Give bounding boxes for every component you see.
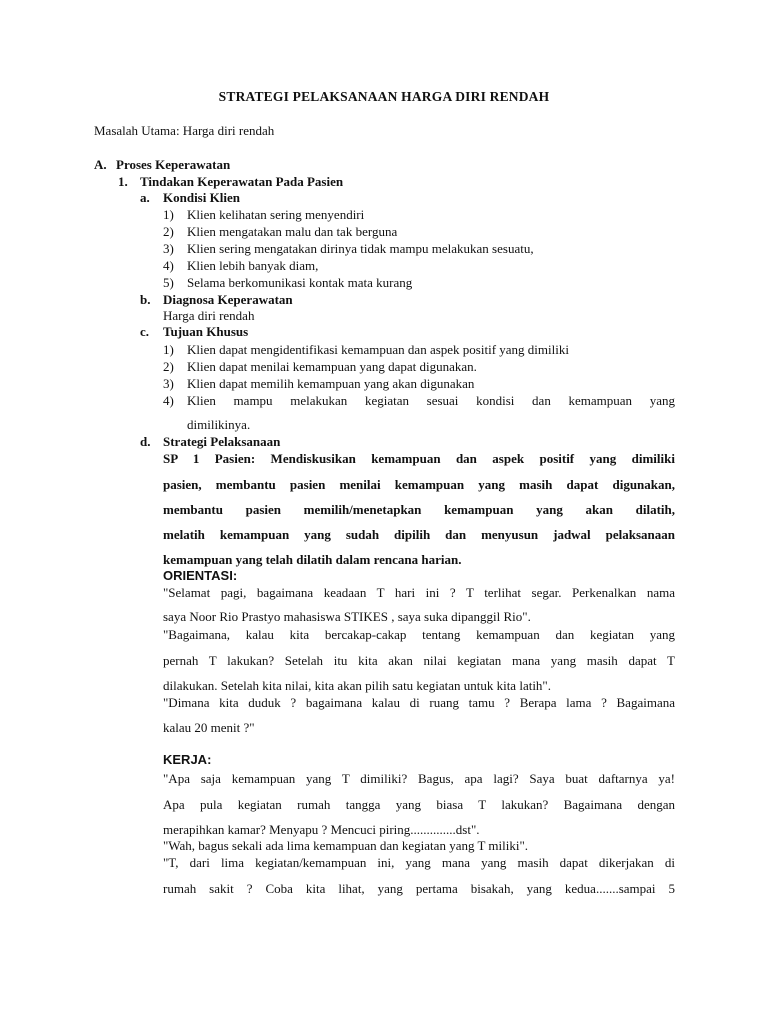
section-1-marker: 1. bbox=[118, 174, 128, 189]
document-title: STRATEGI PELAKSANAAN HARGA DIRI RENDAH bbox=[218, 89, 550, 104]
sp-text-line: membantu pasien memilih/menetapkan kemampuan yang akan dilatih, bbox=[163, 502, 675, 517]
orientasi-line: "Selamat pagi, bagaimana keadaan T hari ini ? T terlihat segar. Perkenalkan nama bbox=[163, 585, 675, 600]
sp-text-line: SP 1 Pasien: Mendiskusikan kemampuan dan aspek positif yang dimiliki bbox=[163, 451, 675, 466]
list-item: Klien mampu melakukan kegiatan sesuai kondisi dan kemampuan yang bbox=[187, 393, 675, 408]
orientasi-line: "Bagaimana, kalau kita bercakap-cakap tentang kemampuan dan kegiatan yang bbox=[163, 627, 675, 642]
section-a-heading: Proses Keperawatan bbox=[116, 157, 231, 172]
kerja-line: "T, dari lima kegiatan/kemampuan ini, yang mana yang masih dapat dikerjakan di bbox=[163, 855, 675, 870]
list-number: 4) bbox=[163, 258, 174, 273]
sub-b-marker: b. bbox=[140, 292, 151, 307]
sp-text-line: kemampuan yang telah dilatih dalam rencana harian. bbox=[163, 552, 462, 567]
list-item: Klien sering mengatakan dirinya tidak mampu melakukan sesuatu, bbox=[187, 241, 534, 256]
list-number: 3) bbox=[163, 241, 174, 256]
list-number: 5) bbox=[163, 275, 174, 290]
orientasi-heading: ORIENTASI: bbox=[163, 568, 238, 583]
sub-b-heading: Diagnosa Keperawatan bbox=[163, 292, 293, 307]
list-item: Klien kelihatan sering menyendiri bbox=[187, 207, 365, 222]
list-item: Klien dapat menilai kemampuan yang dapat digunakan. bbox=[187, 359, 477, 374]
section-a-marker: A. bbox=[94, 157, 107, 172]
section-1-heading: Tindakan Keperawatan Pada Pasien bbox=[140, 174, 344, 189]
masalah-utama: Masalah Utama: Harga diri rendah bbox=[94, 123, 275, 138]
sp-text-line: melatih kemampuan yang sudah dipilih dan menyusun jadwal pelaksanaan bbox=[163, 527, 675, 542]
list-number: 1) bbox=[163, 207, 174, 222]
list-number: 1) bbox=[163, 342, 174, 357]
list-item: Selama berkomunikasi kontak mata kurang bbox=[187, 275, 413, 290]
diagnosa-text: Harga diri rendah bbox=[163, 308, 255, 323]
orientasi-line: dilakukan. Setelah kita nilai, kita akan pilih satu kegiatan untuk kita latih". bbox=[163, 678, 551, 693]
list-item: Klien mengatakan malu dan tak berguna bbox=[187, 224, 398, 239]
orientasi-line: saya Noor Rio Prastyo mahasiswa STIKES , saya suka dipanggil Rio". bbox=[163, 609, 531, 624]
sub-a-heading: Kondisi Klien bbox=[163, 190, 240, 205]
kerja-line: merapihkan kamar? Menyapu ? Mencuci piring..............dst". bbox=[163, 822, 480, 837]
list-number: 2) bbox=[163, 224, 174, 239]
list-number: 4) bbox=[163, 393, 174, 408]
orientasi-line: "Dimana kita duduk ? bagaimana kalau di ruang tamu ? Berapa lama ? Bagaimana bbox=[163, 695, 675, 710]
sub-a-marker: a. bbox=[140, 190, 150, 205]
list-item: Klien dapat mengidentifikasi kemampuan dan aspek positif yang dimiliki bbox=[187, 342, 569, 357]
list-number: 2) bbox=[163, 359, 174, 374]
kerja-heading: KERJA: bbox=[163, 752, 212, 767]
kerja-line: Apa pula kegiatan rumah tangga yang biasa T lakukan? Bagaimana dengan bbox=[163, 797, 675, 812]
list-item: Klien lebih banyak diam, bbox=[187, 258, 319, 273]
kerja-line: rumah sakit ? Coba kita lihat, yang pertama bisakah, yang kedua.......sampai 5 bbox=[163, 881, 675, 896]
kerja-line: "Wah, bagus sekali ada lima kemampuan dan kegiatan yang T miliki". bbox=[163, 838, 529, 853]
list-item: Klien dapat memilih kemampuan yang akan digunakan bbox=[187, 376, 475, 391]
sub-d-heading: Strategi Pelaksanaan bbox=[163, 434, 281, 449]
sp-text-line: pasien, membantu pasien menilai kemampuan yang masih dapat digunakan, bbox=[163, 477, 675, 492]
sub-d-marker: d. bbox=[140, 434, 151, 449]
orientasi-line: kalau 20 menit ?" bbox=[163, 720, 255, 735]
list-number: 3) bbox=[163, 376, 174, 391]
sub-c-heading: Tujuan Khusus bbox=[163, 324, 249, 339]
orientasi-line: pernah T lakukan? Setelah itu kita akan nilai kegiatan mana yang masih dapat T bbox=[163, 653, 675, 668]
sub-c-marker: c. bbox=[140, 324, 150, 339]
list-item-continuation: dimilikinya. bbox=[187, 417, 251, 432]
kerja-line: "Apa saja kemampuan yang T dimiliki? Bagus, apa lagi? Saya buat daftarnya ya! bbox=[163, 771, 675, 786]
